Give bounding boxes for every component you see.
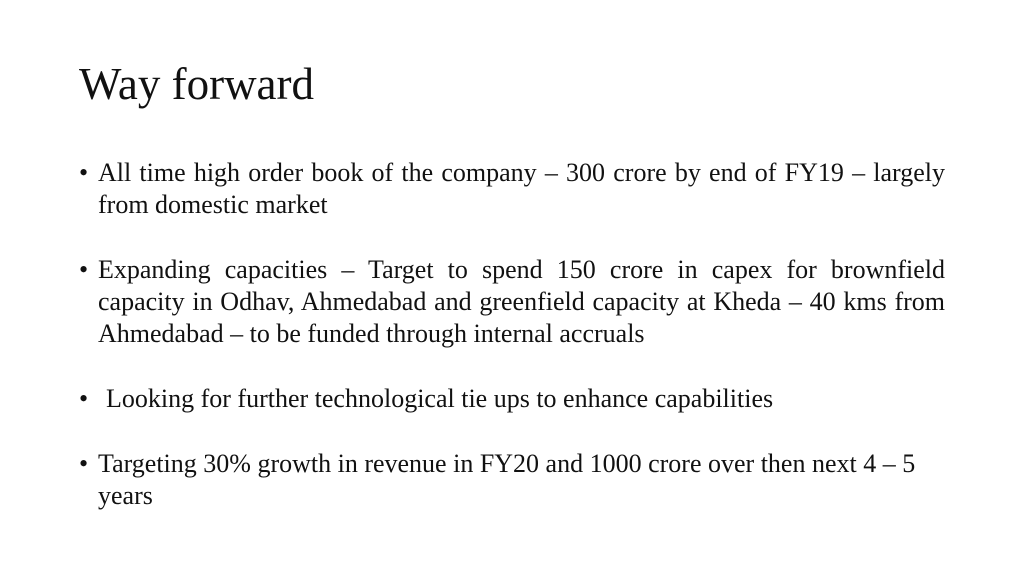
- bullet-item-order-book: [79, 157, 945, 221]
- bullet-text: Looking for further technological tie ups to enhance capabilities: [106, 384, 774, 413]
- bullet-marker: •: [79, 384, 89, 413]
- bullet-marker: •: [79, 158, 89, 187]
- bullet-item-growth-target: [79, 448, 945, 512]
- bullet-marker: •: [79, 255, 89, 284]
- bullet-item-capacities: [79, 254, 945, 350]
- bullet-text: Expanding capacities – Target to spend 150 crore in capex for brownfield capacity in Odhav, Ahmedabad and greenfield capacity at Kheda – 40 kms from Ahmedabad – to be funded through internal accruals: [98, 255, 945, 348]
- bullet-text: Targeting 30% growth in revenue in FY20 and 1000 crore over then next 4 – 5 years: [98, 449, 916, 510]
- slide-title: Way forward: [79, 59, 315, 109]
- bullet-item-tie-ups: [79, 383, 945, 415]
- bullet-marker: •: [79, 449, 89, 478]
- bullet-list: [79, 157, 945, 545]
- bullet-text: All time high order book of the company – 300 crore by end of FY19 – largely from domestic market: [98, 158, 945, 219]
